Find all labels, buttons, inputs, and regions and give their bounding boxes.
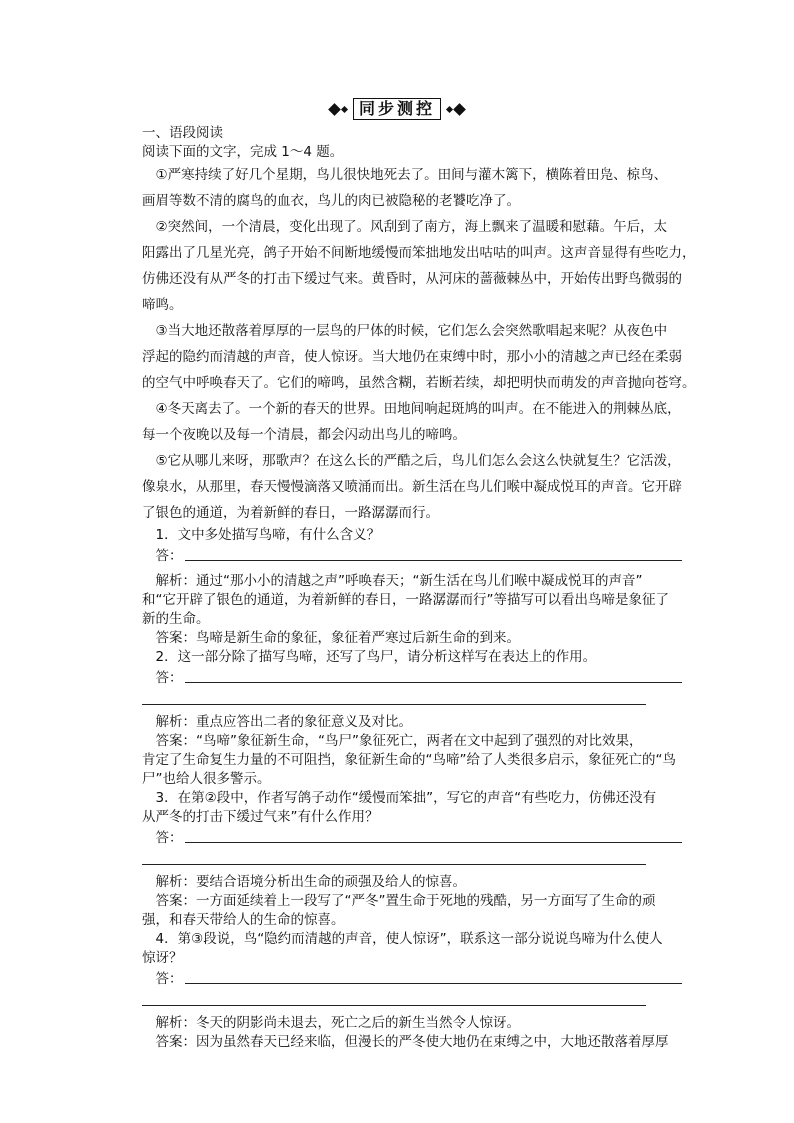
question-text: 2．这一部分除了描写鸟啼，还写了鸟尸，请分析这样写在表达上的作用。 — [142, 649, 597, 665]
analysis-text: 解析：重点应答出二者的象征意义及对比。 — [142, 714, 412, 730]
right-diamond-ornament — [447, 105, 464, 114]
passage-line: 像泉水，从那里，春天慢慢滴落又喷涌而出。新生活在鸟儿们喉中凝成悦耳的声音。它开辟 — [142, 479, 682, 495]
answer-text: 答案：一方面延续着上一段写了“严冬”置生命于死地的残酷，另一方面写了生命的顽 — [142, 893, 656, 909]
question-text: 从严冬的打击下缓过气来”有什么作用？ — [142, 809, 379, 825]
analysis-text: 新的生命。 — [142, 611, 210, 627]
passage-line: ④冬天离去了。一个新的春天的世界。田地间响起斑鸠的叫声。在不能进入的荆棘丛底， — [142, 401, 681, 417]
passage-line: ⑤它从哪儿来呀，那歌声？在这么长的严酷之后，鸟儿们怎么会这么快就复生？它活泼， — [142, 453, 681, 469]
answer-rule — [185, 682, 683, 683]
analysis-text: 和“它开辟了银色的通道，为着新鲜的春日，一路潺潺而行”等描写可以看出鸟啼是象征了 — [142, 592, 669, 608]
passage-line: 每一个夜晚以及每一个清晨，都会闪动出鸟儿的啼鸣。 — [142, 427, 466, 443]
question-text: 4．第③段说，鸟“隐约而清越的声音，使人惊讶”，联系这一部分说说鸟啼为什么使人 — [142, 931, 663, 947]
analysis-text: 解析：通过“那小小的清越之声”呼唤春天；“新生活在鸟儿们喉中凝成悦耳的声音” — [142, 573, 643, 589]
answer-text: 答案：“鸟啼”象征新生命，“鸟尸”象征死亡，两者在文中起到了强烈的对比效果， — [142, 733, 643, 749]
analysis-text: 解析：冬天的阴影尚未退去，死亡之后的新生当然令人惊讶。 — [142, 1015, 520, 1031]
answer-rule — [142, 846, 646, 865]
passage-line: 浮起的隐约而清越的声音，使人惊讶。当大地仍在束缚中时，那小小的清越之声已经在柔弱 — [142, 349, 682, 365]
answer-blank — [142, 545, 682, 564]
title-banner — [0, 98, 794, 120]
answer-label: 答： — [142, 830, 183, 846]
question-block-4 — [142, 930, 682, 1052]
passage-line: 的空气中呼唤春天了。它们的啼鸣，虽然含糊，若断若续，却把明快而萌发的声音抛向苍穹。 — [142, 375, 696, 391]
answer-label: 答： — [142, 548, 183, 564]
question-text: 3．在第②段中，作者写鸽子动作“缓慢而笨拙”，写它的声音“有些吃力，仿佛还没有 — [142, 790, 657, 806]
instruction: 阅读下面的文字，完成 1～4 题。 — [142, 144, 344, 160]
answer-blank — [142, 827, 682, 846]
answer-text: 答案：鸟啼是新生命的象征，象征着严寒过后新生命的到来。 — [142, 630, 520, 646]
answer-rule — [142, 686, 646, 705]
question-text: 1．文中多处描写鸟啼，有什么含义？ — [142, 527, 381, 543]
passage-line: 啼鸣。 — [142, 297, 183, 313]
document-body — [142, 124, 696, 1052]
analysis-text: 解析：要结合语境分析出生命的顽强及给人的惊喜。 — [142, 874, 466, 890]
answer-rule — [185, 842, 683, 843]
reading-passage — [142, 162, 696, 526]
answer-label: 答： — [142, 670, 183, 686]
question-text: 惊讶？ — [142, 950, 183, 966]
question-list — [142, 526, 682, 1052]
question-block-2 — [142, 648, 682, 789]
passage-line: ②突然间，一个清晨，变化出现了。风刮到了南方，海上飘来了温暖和慰藉。午后，太 — [142, 219, 668, 235]
answer-label: 答： — [142, 971, 183, 987]
section-heading: 一、语段阅读 — [142, 125, 223, 141]
answer-rule — [142, 987, 646, 1006]
answer-text: 强，和春天带给人的生命的惊喜。 — [142, 912, 345, 928]
passage-line: ③当大地还散落着厚厚的一层鸟的尸体的时候，它们怎么会突然歌唱起来呢？从夜色中 — [142, 323, 668, 339]
passage-line: 了银色的通道，为着新鲜的春日，一路潺潺而行。 — [142, 505, 439, 521]
answer-text: 尸”也给人很多警示。 — [142, 771, 271, 787]
passage-line: 画眉等数不清的腐鸟的血衣，鸟儿的肉已被隐秘的老饕吃净了。 — [142, 193, 520, 209]
spacer — [142, 564, 682, 572]
question-block-1 — [142, 526, 682, 648]
answer-blank — [142, 667, 682, 686]
passage-line: ①严寒持续了好几个星期，鸟儿很快地死去了。田间与灌木篱下，横陈着田凫、椋鸟、 — [142, 167, 668, 183]
passage-line: 阳露出了几星光亮，鸽子开始不间断地缓慢而笨拙地发出咕咕的叫声。这声音显得有些吃力， — [142, 245, 696, 261]
answer-text: 肯定了生命复生力量的不可阻挡，象征新生命的“鸟啼”给了人类很多启示，象征死亡的“鸟 — [142, 752, 676, 768]
passage-line: 仿佛还没有从严冬的打击下缓过气来。黄昏时，从河床的蔷薇棘丛中，开始传出野鸟微弱的 — [142, 271, 682, 287]
answer-rule — [185, 983, 683, 984]
answer-blank — [142, 968, 682, 987]
answer-text: 答案：因为虽然春天已经来临，但漫长的严冬使大地仍在束缚之中，大地还散落着厚厚 — [142, 1034, 669, 1050]
spacer — [142, 705, 682, 713]
page-title: 同步测控 — [353, 98, 441, 120]
left-diamond-ornament — [330, 105, 347, 114]
spacer — [142, 865, 682, 873]
question-block-3 — [142, 789, 682, 930]
spacer — [142, 1006, 682, 1014]
answer-rule — [185, 560, 683, 561]
